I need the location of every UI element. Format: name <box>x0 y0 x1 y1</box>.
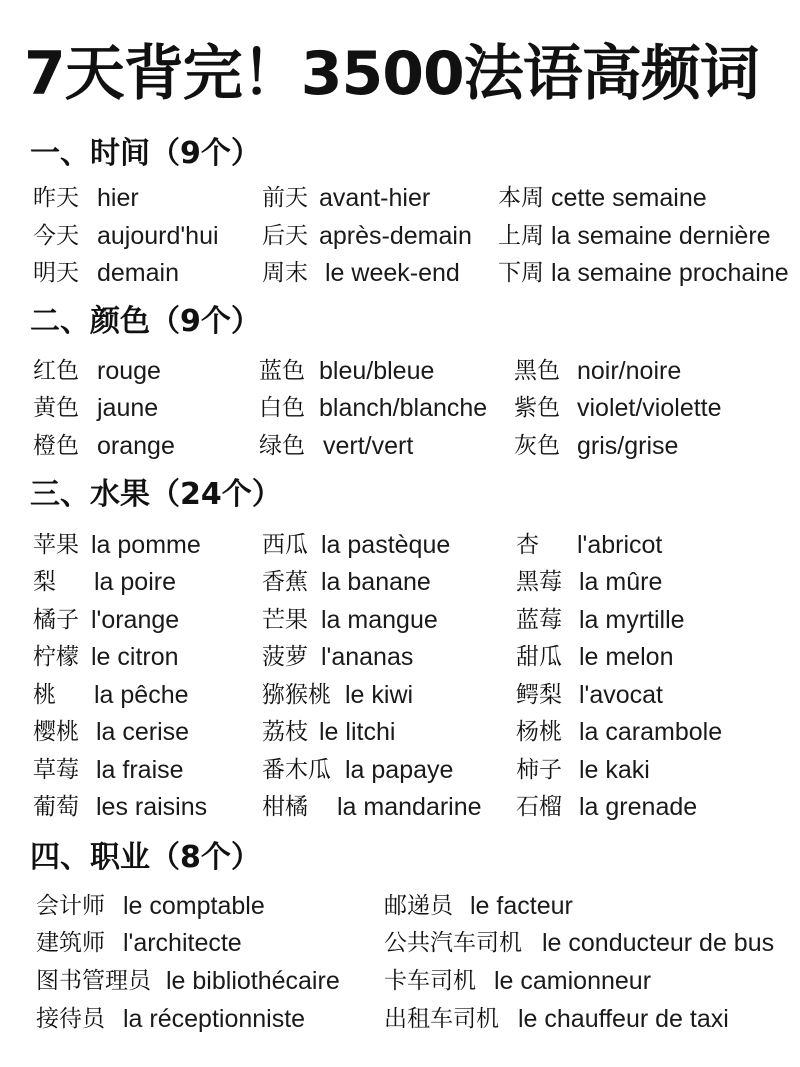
french-word: la réceptionniste <box>123 1005 306 1033</box>
vocab-row <box>0 601 800 639</box>
french-word: blanch/blanche <box>319 394 488 422</box>
chinese-word: 猕猴桃 <box>262 682 331 708</box>
chinese-word: 柿子 <box>516 757 562 783</box>
section-heading-colors: 二、颜色（9个） <box>30 304 261 339</box>
vocab-row <box>0 352 800 390</box>
vocab-row <box>0 788 800 826</box>
french-word: rouge <box>97 357 161 385</box>
chinese-word: 芒果 <box>262 607 308 633</box>
chinese-word: 香蕉 <box>262 569 308 595</box>
chinese-word: 柑橘 <box>262 794 308 820</box>
chinese-word: 灰色 <box>514 433 560 459</box>
chinese-word: 西瓜 <box>262 532 308 558</box>
french-word: noir/noire <box>577 357 682 385</box>
french-word: l'avocat <box>579 681 663 709</box>
vocab-row <box>0 676 800 714</box>
vocab-row <box>0 254 800 292</box>
vocab-row <box>0 924 800 962</box>
chinese-word: 卡车司机 <box>384 968 476 994</box>
french-word: avant-hier <box>319 184 431 212</box>
chinese-word: 接待员 <box>36 1006 105 1032</box>
french-word: le melon <box>579 643 674 671</box>
french-word: le kaki <box>579 756 650 784</box>
chinese-word: 黑色 <box>514 358 560 384</box>
chinese-word: 蓝色 <box>259 358 305 384</box>
french-word: la grenade <box>579 793 698 821</box>
chinese-word: 绿色 <box>259 433 305 459</box>
french-word: gris/grise <box>577 432 679 460</box>
french-word: les raisins <box>96 793 208 821</box>
chinese-word: 桃 <box>33 682 56 708</box>
vocab-row <box>0 427 800 465</box>
chinese-word: 后天 <box>262 223 308 249</box>
french-word: la semaine prochaine <box>551 259 789 287</box>
chinese-word: 荔枝 <box>262 719 308 745</box>
french-word: la pêche <box>94 681 189 709</box>
vocab-row <box>0 563 800 601</box>
section-heading-time: 一、时间（9个） <box>30 136 261 171</box>
chinese-word: 前天 <box>262 185 308 211</box>
vocab-row <box>0 638 800 676</box>
french-word: après-demain <box>319 222 472 250</box>
french-word: la semaine dernière <box>551 222 771 250</box>
chinese-word: 明天 <box>33 260 79 286</box>
vocab-row <box>0 751 800 789</box>
french-word: le litchi <box>319 718 396 746</box>
chinese-word: 番木瓜 <box>262 757 331 783</box>
chinese-word: 苹果 <box>33 532 79 558</box>
section-heading-fruits: 三、水果（24个） <box>30 477 282 512</box>
french-word: la papaye <box>345 756 454 784</box>
french-word: la mangue <box>321 606 438 634</box>
french-word: vert/vert <box>323 432 414 460</box>
french-word: la mûre <box>579 568 663 596</box>
french-word: le camionneur <box>494 967 652 995</box>
chinese-word: 出租车司机 <box>384 1006 499 1032</box>
chinese-word: 橘子 <box>33 607 79 633</box>
chinese-word: 梨 <box>33 569 56 595</box>
french-word: cette semaine <box>551 184 707 212</box>
vocab-row <box>0 526 800 564</box>
chinese-word: 紫色 <box>514 395 560 421</box>
french-word: l'ananas <box>321 643 414 671</box>
chinese-word: 樱桃 <box>33 719 79 745</box>
chinese-word: 黑莓 <box>516 569 562 595</box>
chinese-word: 柠檬 <box>33 644 79 670</box>
chinese-word: 橙色 <box>33 433 79 459</box>
french-word: le bibliothécaire <box>166 967 340 995</box>
french-word: la cerise <box>96 718 190 746</box>
vocab-row <box>0 179 800 217</box>
french-word: violet/violette <box>577 394 722 422</box>
chinese-word: 石榴 <box>516 794 562 820</box>
french-word: demain <box>97 259 179 287</box>
chinese-word: 黄色 <box>33 395 79 421</box>
french-word: bleu/bleue <box>319 357 435 385</box>
chinese-word: 今天 <box>33 223 79 249</box>
chinese-word: 蓝莓 <box>516 607 562 633</box>
chinese-word: 草莓 <box>33 757 79 783</box>
french-word: le conducteur de bus <box>542 929 775 957</box>
french-word: aujourd'hui <box>97 222 219 250</box>
french-word: la poire <box>94 568 176 596</box>
french-word: l'architecte <box>123 929 242 957</box>
chinese-word: 葡萄 <box>33 794 79 820</box>
french-word: le citron <box>91 643 179 671</box>
chinese-word: 菠萝 <box>262 644 308 670</box>
french-word: le week-end <box>325 259 460 287</box>
chinese-word: 下周 <box>498 260 544 286</box>
chinese-word: 杨桃 <box>516 719 562 745</box>
french-word: la fraise <box>96 756 184 784</box>
french-word: le kiwi <box>345 681 414 709</box>
french-word: la myrtille <box>579 606 685 634</box>
section-heading-professions: 四、职业（8个） <box>30 840 261 875</box>
vocab-row <box>0 217 800 255</box>
chinese-word: 白色 <box>259 395 305 421</box>
french-word: le chauffeur de taxi <box>518 1005 729 1033</box>
french-word: jaune <box>97 394 159 422</box>
chinese-word: 会计师 <box>36 893 105 919</box>
chinese-word: 周末 <box>262 260 308 286</box>
chinese-word: 鳄梨 <box>516 682 562 708</box>
chinese-word: 邮递员 <box>384 893 453 919</box>
chinese-word: 杏 <box>516 532 539 558</box>
chinese-word: 公共汽车司机 <box>384 930 522 956</box>
french-word: la pastèque <box>321 531 451 559</box>
french-word: l'orange <box>91 606 180 634</box>
vocab-row <box>0 1000 800 1038</box>
french-word: le comptable <box>123 892 265 920</box>
french-word: orange <box>97 432 175 460</box>
french-word: hier <box>97 184 139 212</box>
french-word: le facteur <box>470 892 573 920</box>
vocab-row <box>0 389 800 427</box>
chinese-word: 上周 <box>498 223 544 249</box>
french-word: l'abricot <box>577 531 663 559</box>
chinese-word: 建筑师 <box>36 930 105 956</box>
vocab-row <box>0 962 800 1000</box>
vocab-row <box>0 713 800 751</box>
chinese-word: 昨天 <box>33 185 79 211</box>
french-word: la mandarine <box>337 793 482 821</box>
french-word: la banane <box>321 568 431 596</box>
chinese-word: 本周 <box>498 185 544 211</box>
chinese-word: 甜瓜 <box>516 644 562 670</box>
french-word: la carambole <box>579 718 723 746</box>
page-title: 7天背完！3500法语高频词 <box>24 39 759 109</box>
chinese-word: 图书管理员 <box>36 968 151 994</box>
vocab-row <box>0 887 800 925</box>
chinese-word: 红色 <box>33 358 79 384</box>
french-word: la pomme <box>91 531 201 559</box>
